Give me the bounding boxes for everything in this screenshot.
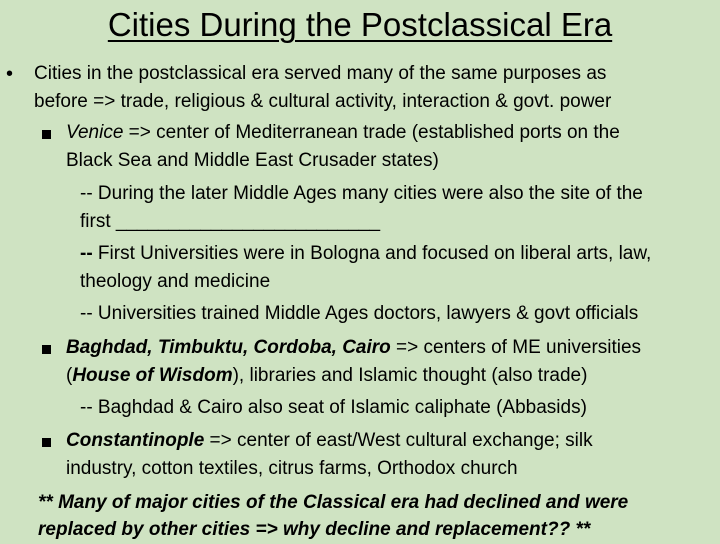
baghdad-names: Baghdad, Timbuktu, Cordoba, Cairo [66,337,391,358]
venice-line-1-text: => center of Mediterranean trade (established ports on the [123,122,620,143]
bullet-dot-icon: • [6,63,14,85]
baghdad-line-2 [66,362,587,390]
square-bullet-icon [42,427,51,455]
venice-sub1-line-2: first _________________________ [80,211,381,232]
baghdad-sub1: -- Baghdad & Cairo also seat of Islamic caliphate (Abbasids) [80,397,587,418]
closing-line-2: replaced by other cities => why decline and replacement?? ** [38,519,591,540]
venice-sub2-dash: -- [80,243,93,264]
venice-sub2-text: First Universities were in Bologna and focused on liberal arts, law, [92,243,652,264]
constantinople-line-1-text: => center of east/West cultural exchange; silk [204,430,593,451]
venice-sub2-line-1 [80,240,651,268]
baghdad-line-1-text: => centers of ME universities [390,337,642,358]
closing-line-1: ** Many of major cities of the Classical era had declined and were [38,492,629,513]
venice-sub2-line-2: theology and medicine [80,271,271,292]
constantinople-name: Constantinople [66,430,205,451]
baghdad-line-1 [66,334,641,362]
venice-sub1-line-1: -- During the later Middle Ages many cities were also the site of the [80,183,643,204]
venice-line-2: Black Sea and Middle East Crusader states) [66,150,439,171]
baghdad-line-2-text: ), libraries and Islamic thought (also trade) [232,365,588,386]
paren-open: ( [66,365,73,386]
constantinople-line-1 [66,427,593,455]
square-bullet-icon [42,119,51,147]
venice-line-1 [66,119,620,147]
slide-title: Cities During the Postclassical Era [107,6,613,43]
main-bullet-line-2: before => trade, religious & cultural activity, interaction & govt. power [34,91,612,112]
venice-name: Venice [66,122,124,143]
main-bullet-line-1: Cities in the postclassical era served many of the same purposes as [34,63,607,84]
constantinople-line-2: industry, cotton textiles, citrus farms, Orthodox church [66,458,518,479]
square-bullet-icon [42,334,51,362]
house-of-wisdom: House of Wisdom [72,365,233,386]
venice-sub3: -- Universities trained Middle Ages doctors, lawyers & govt officials [80,303,639,324]
